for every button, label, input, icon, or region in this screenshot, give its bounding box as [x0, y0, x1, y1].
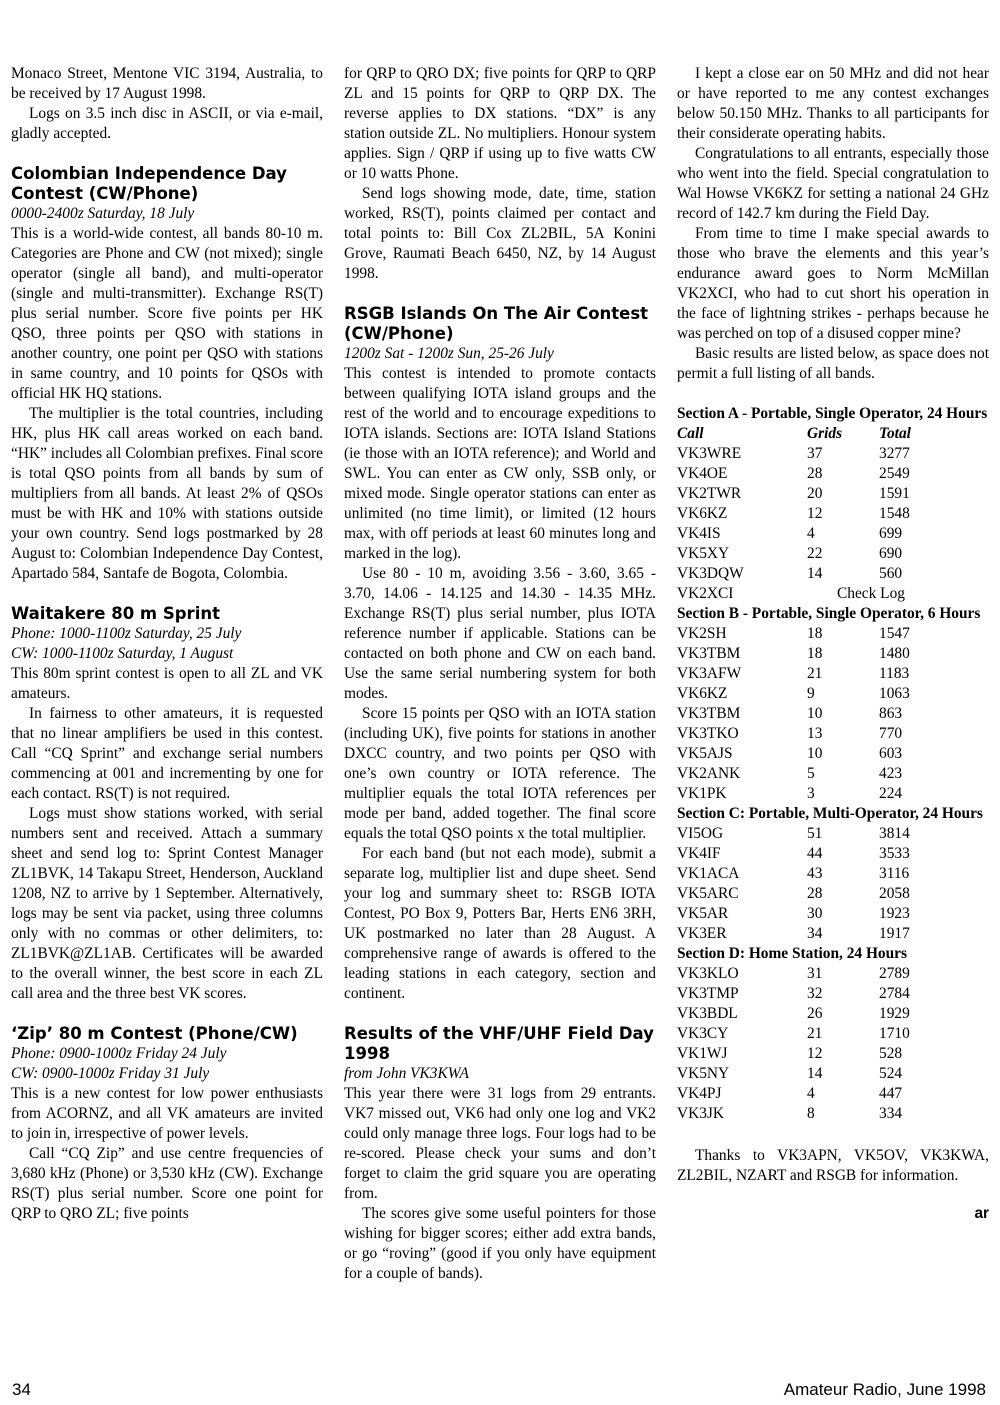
results-table-d	[677, 964, 989, 1124]
table-body	[677, 824, 989, 944]
table-row	[677, 924, 989, 944]
grids-cell: 21	[807, 665, 823, 682]
byline: from John VK3KWA	[344, 1065, 469, 1082]
grids-cell: 26	[807, 1005, 823, 1022]
page-number: 34	[12, 1380, 31, 1399]
grids-cell: 8	[807, 1105, 815, 1122]
paragraph: This is a new contest for low power enthusiasts from ACORNZ, and all VK amateurs are invited to join in, irrespective of power levels.	[11, 1085, 323, 1142]
total-cell: 690	[879, 545, 903, 562]
call-cell: VK5AJS	[677, 745, 733, 762]
call-cell: VK2SH	[677, 625, 727, 642]
grids-cell: 32	[807, 985, 823, 1002]
paragraph: Basic results are listed below, as space does not permit a full listing of all bands.	[677, 345, 989, 382]
total-cell: 1710	[879, 1025, 910, 1042]
column-2	[344, 64, 656, 1284]
paragraph: Monaco Street, Mentone VIC 3194, Australia, to be received by 17 August 1998.	[11, 65, 323, 102]
total-cell: 1923	[879, 905, 910, 922]
column-header-total: Total	[879, 425, 911, 442]
total-cell: 3814	[879, 825, 910, 842]
grids-cell: 12	[807, 505, 823, 522]
call-cell: VK1ACA	[677, 865, 740, 882]
table-row	[677, 484, 989, 504]
column-1	[11, 64, 323, 1224]
table-row	[677, 584, 989, 604]
total-cell: 1591	[879, 485, 910, 502]
grids-cell: 44	[807, 845, 823, 862]
table-row	[677, 724, 989, 744]
call-cell: VK6KZ	[677, 685, 728, 702]
paragraph: Congratulations to all entrants, especially those who went into the field. Special congratulation to Wal Howse VK6KZ for setting a national 24 GHz record of 142.7 km during the Field Day.	[677, 145, 989, 222]
call-cell: VK3TBM	[677, 645, 741, 662]
call-cell: VK3BDL	[677, 1005, 738, 1022]
total-cell: 334	[879, 1105, 903, 1122]
grids-cell: 18	[807, 625, 823, 642]
grids-cell: 31	[807, 965, 823, 982]
table-row	[677, 624, 989, 644]
table-row	[677, 1104, 989, 1124]
table-header-row	[677, 424, 989, 444]
total-cell: 423	[879, 765, 903, 782]
total-cell: 1547	[879, 625, 910, 642]
table-row	[677, 984, 989, 1004]
call-cell: VK1PK	[677, 785, 727, 802]
total-cell: 2789	[879, 965, 910, 982]
total-cell: 524	[879, 1065, 903, 1082]
table-row	[677, 964, 989, 984]
table-row	[677, 784, 989, 804]
call-cell: VK5XY	[677, 545, 730, 562]
call-cell: VK5ARC	[677, 885, 739, 902]
column-header-call: Call	[677, 425, 704, 442]
total-cell: 2058	[879, 885, 910, 902]
grids-cell: 30	[807, 905, 823, 922]
table-row	[677, 444, 989, 464]
call-cell: VI5OG	[677, 825, 724, 842]
call-cell: VK3DQW	[677, 565, 744, 582]
grids-cell: 12	[807, 1045, 823, 1062]
article-heading-rsgb: RSGB Islands On The Air Contest (CW/Phone)	[344, 304, 649, 343]
paragraph: Use 80 - 10 m, avoiding 3.56 - 3.60, 3.65 - 3.70, 14.06 - 14.125 and 14.30 - 14.35 MHz. Exchange RS(T) plus serial number, plus IOTA reference number if applicable. Stations can be contacted on both phone and CW on each band. Use the same serial numbering system for both modes.	[344, 565, 656, 702]
publication-footer: Amateur Radio, June 1998	[783, 1380, 986, 1399]
article-heading-zip: ‘Zip’ 80 m Contest (Phone/CW)	[11, 1024, 298, 1043]
table-row	[677, 704, 989, 724]
total-cell: 1929	[879, 1005, 910, 1022]
call-cell: VK3ER	[677, 925, 727, 942]
grids-cell: 51	[807, 825, 823, 842]
call-cell: VK3WRE	[677, 445, 742, 462]
table-row	[677, 684, 989, 704]
table-row	[677, 544, 989, 564]
call-cell: VK3KLO	[677, 965, 739, 982]
table-row	[677, 844, 989, 864]
total-cell: 603	[879, 745, 903, 762]
grids-cell: 22	[807, 545, 823, 562]
total-cell: 1548	[879, 505, 910, 522]
total-cell: 1183	[879, 665, 910, 682]
paragraph: The scores give some useful pointers for those wishing for bigger scores; either add extra bands, or go “roving” (good if you only have equipment for a couple of bands).	[344, 1205, 656, 1282]
call-cell: VK2TWR	[677, 485, 742, 502]
table-row	[677, 1044, 989, 1064]
table-row	[677, 864, 989, 884]
grids-cell: 13	[807, 725, 823, 742]
results-section-b-heading: Section B - Portable, Single Operator, 6 Hours	[677, 605, 981, 622]
total-cell: 3116	[879, 865, 910, 882]
total-cell: 224	[879, 785, 903, 802]
total-cell: 2549	[879, 465, 910, 482]
total-cell: 447	[879, 1085, 903, 1102]
contest-time: 1200z Sat - 1200z Sun, 25-26 July	[344, 345, 554, 362]
table-row	[677, 1084, 989, 1104]
call-cell: VK3CY	[677, 1025, 729, 1042]
call-cell: VK4OE	[677, 465, 728, 482]
grids-cell: 37	[807, 445, 823, 462]
call-cell: VK5AR	[677, 905, 729, 922]
grids-cell: 28	[807, 885, 823, 902]
paragraph: Score 15 points per QSO with an IOTA station (including UK), five points for stations in another DXCC country, and two points per QSO with one’s own country or IOTA reference. The multiplier equals the total IOTA references per mode per band, added together. The final score equals the total QSO points x the total multiplier.	[344, 705, 656, 842]
table-row	[677, 564, 989, 584]
paragraph: Logs on 3.5 inch disc in ASCII, or via e-mail, gladly accepted.	[11, 105, 323, 142]
paragraph: I kept a close ear on 50 MHz and did not hear or have reported to me any contest exchanges below 50.150 MHz. Thanks to all participants for their considerate operating habits.	[677, 65, 989, 142]
table-row	[677, 1024, 989, 1044]
paragraph: The multiplier is the total countries, including HK, plus HK call areas worked on each band. “HK” includes all Colombian prefixes. Final score is total QSO points from all bands by sum of multipliers from all bands. At least 2% of QSOs must be with HK and 10% with stations outside your own country. Send logs postmarked by 28 August to: Colombian Independence Day Contest, Apartado 584, Santafe de Bogota, Colombia.	[11, 405, 323, 582]
results-section-a-heading: Section A - Portable, Single Operator, 24 Hours	[677, 405, 988, 422]
contest-time: 0000-2400z Saturday, 18 July	[11, 205, 195, 222]
call-cell: VK2ANK	[677, 765, 741, 782]
grids-cell: 14	[807, 565, 823, 582]
results-table-b	[677, 624, 989, 804]
note-cell: Check Log	[837, 585, 905, 602]
total-cell: 3533	[879, 845, 910, 862]
paragraph: Logs must show stations worked, with serial numbers sent and received. Attach a summary sheet and send log to: Sprint Contest Manager ZL1BVK, 14 Takapu Street, Henderson, Auckland 1208, NZ to arrive by 1 September. Alternatively, logs may be sent via packet, using three columns only with no commas or other delimiters, to: ZL1BVK@ZL1AB. Certificates will be awarded to the overall winner, the best score in each ZL call area and the three best VK scores.	[11, 805, 323, 1002]
total-cell: 863	[879, 705, 903, 722]
total-cell: 3277	[879, 445, 910, 462]
grids-cell: 43	[807, 865, 823, 882]
grids-cell: 28	[807, 465, 823, 482]
total-cell: 699	[879, 525, 903, 542]
paragraph: For each band (but not each mode), submit a separate log, multiplier list and dupe sheet. Send your log and summary sheet to: RSGB IOTA Contest, PO Box 9, Potters Bar, Herts EN6 3RH, UK postmarked no later than 28 August. A comprehensive range of awards is offered to the leading stations in each category, section and continent.	[344, 845, 656, 1002]
paragraph: This year there were 31 logs from 29 entrants. VK7 missed out, VK6 had only one log and VK2 could only manage three logs. Four logs had to be re-scored. Please check your sums and don’t forget to claim the grid square you are operating from.	[344, 1085, 656, 1202]
paragraph: This contest is intended to promote contacts between qualifying IOTA island groups and the rest of the world and to encourage expeditions to IOTA islands. Sections are: IOTA Island Stations (ie those with an IOTA reference); and World and SWL. You can enter as CW only, SSB only, or mixed mode. Single operator stations can enter as unlimited (no time limit), or limited (12 hours max, with off periods at least 60 minutes long and marked in the log).	[344, 365, 656, 562]
call-cell: VK2XCI	[677, 585, 734, 602]
grids-cell: 21	[807, 1025, 823, 1042]
grids-cell: 18	[807, 645, 823, 662]
table-body	[677, 964, 989, 1124]
call-cell: VK3TBM	[677, 705, 741, 722]
paragraph: From time to time I make special awards to those who brave the elements and this year’s endurance award goes to Norm McMillan VK2XCI, who had to cut short his operation in the face of lightning strikes - perhaps because he was perched on top of a disused copper mine?	[677, 225, 989, 342]
total-cell: 560	[879, 565, 903, 582]
grids-cell: 9	[807, 685, 815, 702]
end-mark: ar	[974, 1205, 989, 1222]
contest-time: CW: 1000-1100z Saturday, 1 August	[11, 645, 234, 662]
contest-time: Phone: 1000-1100z Saturday, 25 July	[11, 625, 242, 642]
table-row	[677, 644, 989, 664]
table-row	[677, 464, 989, 484]
results-section-d-heading: Section D: Home Station, 24 Hours	[677, 945, 907, 962]
table-row	[677, 524, 989, 544]
paragraph: This is a world-wide contest, all bands 80-10 m. Categories are Phone and CW (not mixed); single operator (single all band), and multi-operator (single and multi-transmitter). Exchange RS(T) plus serial number. Score five points per HK QSO, three points per QSO with stations in another country, one point per QSO with stations in same country, and 10 points for QSOs with official HK HQ stations.	[11, 225, 323, 402]
table-row	[677, 664, 989, 684]
call-cell: VK4PJ	[677, 1085, 722, 1102]
call-cell: VK3AFW	[677, 665, 742, 682]
call-cell: VK3JK	[677, 1105, 725, 1122]
paragraph: for QRP to QRO DX; five points for QRP to QRP ZL and 15 points for QRP to QRP DX. The reverse applies to DX stations. “DX” is any station outside ZL. No multipliers. Honour system applies. Sign / QRP if using up to five watts CW or 10 watts Phone.	[344, 65, 656, 182]
table-row	[677, 1064, 989, 1084]
call-cell: VK3TKO	[677, 725, 739, 742]
call-cell: VK1WJ	[677, 1045, 728, 1062]
paragraph: This 80m sprint contest is open to all ZL and VK amateurs.	[11, 665, 323, 702]
contest-time: CW: 0900-1000z Friday 31 July	[11, 1065, 210, 1082]
table-row	[677, 884, 989, 904]
total-cell: 1063	[879, 685, 910, 702]
grids-cell: 10	[807, 705, 823, 722]
call-cell: VK5NY	[677, 1065, 730, 1082]
grids-cell: 3	[807, 785, 815, 802]
grids-cell: 34	[807, 925, 823, 942]
call-cell: VK4IS	[677, 525, 721, 542]
article-heading-results: Results of the VHF/UHF Field Day 1998	[344, 1024, 654, 1063]
thanks-note: Thanks to VK3APN, VK5OV, VK3KWA, ZL2BIL, NZART and RSGB for information.	[677, 1147, 989, 1184]
table-row	[677, 504, 989, 524]
table-row	[677, 744, 989, 764]
table-body	[677, 444, 989, 584]
results-table-a	[677, 424, 989, 604]
table-row	[677, 764, 989, 784]
table-row	[677, 1004, 989, 1024]
grids-cell: 5	[807, 765, 815, 782]
total-cell: 770	[879, 725, 903, 742]
results-table-c	[677, 824, 989, 944]
table-row	[677, 824, 989, 844]
article-heading-waitakere: Waitakere 80 m Sprint	[11, 604, 220, 623]
total-cell: 528	[879, 1045, 903, 1062]
grids-cell: 4	[807, 1085, 815, 1102]
call-cell: VK6KZ	[677, 505, 728, 522]
table-body	[677, 624, 989, 804]
total-cell: 2784	[879, 985, 910, 1002]
grids-cell: 20	[807, 485, 823, 502]
results-section-c-heading: Section C: Portable, Multi-Operator, 24 Hours	[677, 805, 983, 822]
paragraph: Send logs showing mode, date, time, station worked, RS(T), points claimed per contact and total points to: Bill Cox ZL2BIL, 5A Konini Grove, Raumati Beach 6450, NZ, by 14 August 1998.	[344, 185, 656, 282]
contest-time: Phone: 0900-1000z Friday 24 July	[11, 1045, 227, 1062]
column-header-grids: Grids	[807, 425, 843, 442]
call-cell: VK3TMP	[677, 985, 739, 1002]
total-cell: 1917	[879, 925, 910, 942]
grids-cell: 14	[807, 1065, 823, 1082]
column-3	[677, 64, 989, 1224]
paragraph: In fairness to other amateurs, it is requested that no linear amplifiers be used in this contest. Call “CQ Sprint” and exchange serial numbers commencing at 001 and incrementing by one for each contact. RS(T) is not required.	[11, 705, 323, 802]
article-heading-colombian: Colombian Independence Day Contest (CW/Phone)	[11, 164, 287, 203]
grids-cell: 4	[807, 525, 815, 542]
grids-cell: 10	[807, 745, 823, 762]
table-row	[677, 904, 989, 924]
call-cell: VK4IF	[677, 845, 721, 862]
paragraph: Call “CQ Zip” and use centre frequencies of 3,680 kHz (Phone) or 3,530 kHz (CW). Exchange RS(T) plus serial number. Score one point for QRP to QRO ZL; five points	[11, 1145, 323, 1222]
total-cell: 1480	[879, 645, 910, 662]
